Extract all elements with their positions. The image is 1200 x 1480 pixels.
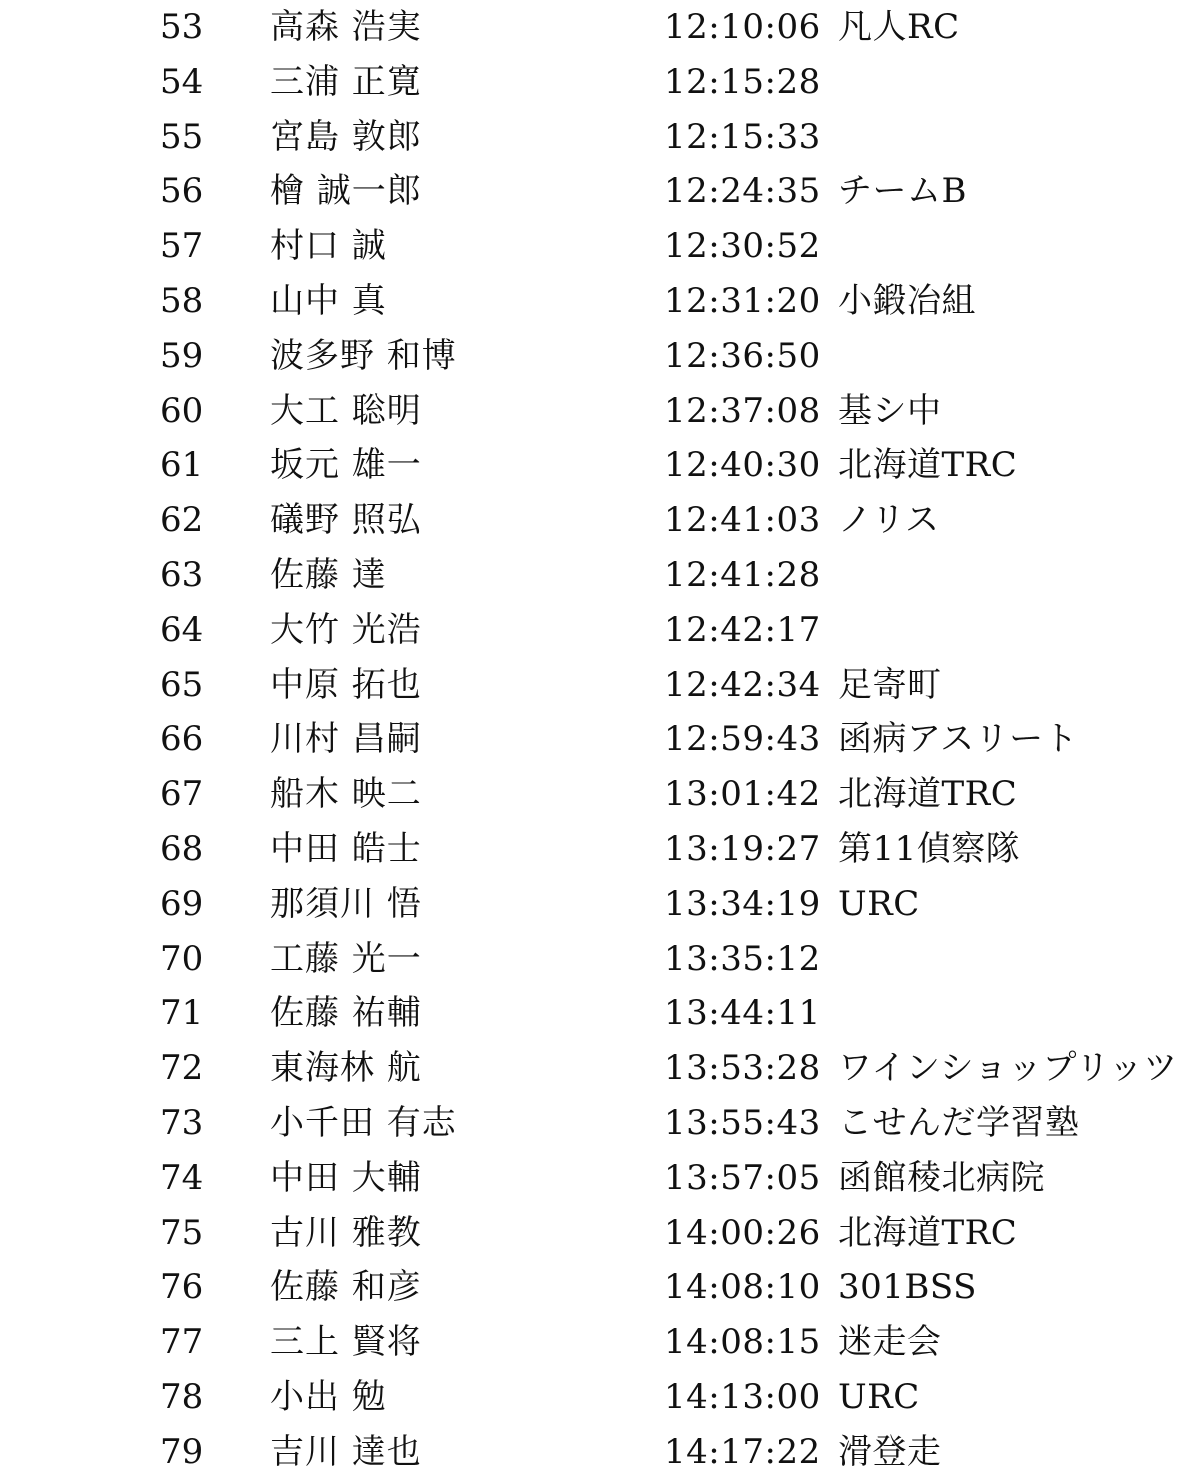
finish-time-cell: 14:08:10	[664, 1267, 821, 1308]
runner-name-cell: 三上 賢将	[270, 1322, 422, 1363]
runner-name-cell: 工藤 光一	[270, 938, 422, 979]
result-row	[0, 274, 1200, 329]
result-row	[0, 603, 1200, 658]
runner-name-cell: 檜 誠一郎	[270, 171, 422, 212]
result-row	[0, 164, 1200, 219]
rank-cell: 58	[160, 281, 204, 321]
finish-time-cell: 14:13:00	[664, 1377, 821, 1417]
runner-name-cell: 大竹 光浩	[270, 609, 422, 650]
result-row	[0, 822, 1200, 877]
rank-cell: 57	[160, 226, 204, 267]
result-row	[0, 712, 1200, 767]
finish-time-cell: 13:19:27	[664, 829, 821, 869]
rank-cell: 55	[160, 116, 204, 157]
finish-time-cell: 12:59:43	[664, 719, 821, 760]
team-cell	[838, 932, 1193, 987]
team-cell	[838, 55, 1193, 110]
rank-cell: 69	[160, 883, 204, 924]
runner-name-cell: 高森 浩実	[270, 7, 422, 47]
result-row	[0, 548, 1200, 603]
team-cell: 小鍛冶組	[838, 281, 976, 321]
rank-cell: 60	[160, 390, 204, 431]
finish-time-cell: 13:35:12	[664, 938, 821, 979]
team-cell: 第11偵察隊	[838, 829, 1021, 869]
rank-cell: 79	[160, 1431, 204, 1472]
team-cell: 滑登走	[838, 1431, 942, 1472]
result-row	[0, 1096, 1200, 1151]
result-row	[0, 658, 1200, 713]
rank-cell: 64	[160, 609, 204, 650]
finish-time-cell: 13:44:11	[664, 993, 821, 1034]
rank-cell: 62	[160, 500, 204, 541]
finish-time-cell: 12:41:28	[664, 555, 821, 595]
team-cell	[838, 986, 1193, 1041]
finish-time-cell: 12:30:52	[664, 226, 821, 267]
result-row	[0, 1425, 1200, 1480]
finish-time-cell: 13:34:19	[664, 883, 821, 924]
rank-cell: 75	[160, 1212, 204, 1253]
team-cell	[838, 548, 1193, 603]
finish-time-cell: 12:31:20	[664, 281, 821, 321]
rank-cell: 67	[160, 774, 204, 815]
result-row	[0, 767, 1200, 822]
runner-name-cell: 山中 真	[270, 281, 387, 321]
rank-cell: 63	[160, 555, 204, 595]
rank-cell: 78	[160, 1377, 204, 1417]
runner-name-cell: 中田 皓士	[270, 829, 422, 869]
runner-name-cell: 三浦 正寛	[270, 61, 422, 102]
team-cell: URC	[838, 1377, 920, 1417]
runner-name-cell: 村口 誠	[270, 226, 387, 267]
runner-name-cell: 坂元 雄一	[270, 445, 422, 486]
result-row	[0, 1206, 1200, 1261]
rank-cell: 74	[160, 1157, 204, 1198]
runner-name-cell: 中田 大輔	[270, 1157, 422, 1198]
rank-cell: 70	[160, 938, 204, 979]
rank-cell: 72	[160, 1048, 204, 1089]
team-cell	[838, 110, 1193, 165]
runner-name-cell: 佐藤 達	[270, 555, 387, 595]
finish-time-cell: 13:53:28	[664, 1048, 821, 1089]
runner-name-cell: 小千田 有志	[270, 1103, 457, 1143]
runner-name-cell: 川村 昌嗣	[270, 719, 422, 760]
runner-name-cell: 佐藤 和彦	[270, 1267, 422, 1308]
rank-cell: 65	[160, 664, 204, 705]
finish-time-cell: 12:10:06	[664, 7, 821, 47]
finish-time-cell: 12:37:08	[664, 390, 821, 431]
runner-name-cell: 礒野 照弘	[270, 500, 422, 541]
rank-cell: 54	[160, 61, 204, 102]
result-row	[0, 493, 1200, 548]
runner-name-cell: 那須川 悟	[270, 883, 422, 924]
finish-time-cell: 12:24:35	[664, 171, 821, 212]
team-cell: 301BSS	[838, 1267, 977, 1308]
result-row	[0, 219, 1200, 274]
rank-cell: 76	[160, 1267, 204, 1308]
team-cell: 函病アスリート	[838, 719, 1079, 760]
result-row	[0, 329, 1200, 384]
finish-time-cell: 12:15:28	[664, 61, 821, 102]
result-row	[0, 877, 1200, 932]
result-row	[0, 1151, 1200, 1206]
team-cell: 北海道TRC	[838, 445, 1018, 486]
rank-cell: 68	[160, 829, 204, 869]
rank-cell: 77	[160, 1322, 204, 1363]
finish-time-cell: 14:08:15	[664, 1322, 821, 1363]
runner-name-cell: 中原 拓也	[270, 664, 422, 705]
finish-time-cell: 12:41:03	[664, 500, 821, 541]
finish-time-cell: 13:57:05	[664, 1157, 821, 1198]
rank-cell: 61	[160, 445, 204, 486]
finish-time-cell: 14:17:22	[664, 1431, 821, 1472]
result-row	[0, 55, 1200, 110]
rank-cell: 71	[160, 993, 204, 1034]
runner-name-cell: 大工 聡明	[270, 390, 422, 431]
team-cell: 函館稜北病院	[838, 1157, 1045, 1198]
result-row	[0, 1370, 1200, 1425]
result-row	[0, 384, 1200, 439]
runner-name-cell: 宮島 敦郎	[270, 116, 422, 157]
team-cell: 凡人RC	[838, 7, 960, 47]
runner-name-cell: 吉川 達也	[270, 1431, 422, 1472]
finish-time-cell: 13:55:43	[664, 1103, 821, 1143]
finish-time-cell: 13:01:42	[664, 774, 821, 815]
team-cell: ノリス	[838, 500, 940, 541]
team-cell: 北海道TRC	[838, 774, 1018, 815]
finish-time-cell: 12:36:50	[664, 335, 821, 376]
team-cell: ワインショップリッツ	[838, 1048, 1178, 1089]
rank-cell: 59	[160, 335, 204, 376]
finish-time-cell: 12:42:17	[664, 609, 821, 650]
rank-cell: 53	[160, 7, 204, 47]
runner-name-cell: 東海林 航	[270, 1048, 422, 1089]
finish-time-cell: 12:40:30	[664, 445, 821, 486]
team-cell: チームB	[838, 171, 967, 212]
team-cell: 足寄町	[838, 664, 942, 705]
result-row	[0, 438, 1200, 493]
result-row	[0, 986, 1200, 1041]
finish-time-cell: 12:42:34	[664, 664, 821, 705]
runner-name-cell: 佐藤 祐輔	[270, 993, 422, 1034]
rank-cell: 56	[160, 171, 204, 212]
team-cell	[838, 603, 1193, 658]
runner-name-cell: 小出 勉	[270, 1377, 387, 1417]
finish-time-cell: 14:00:26	[664, 1212, 821, 1253]
finish-time-cell: 12:15:33	[664, 116, 821, 157]
runner-name-cell: 船木 映二	[270, 774, 422, 815]
runner-name-cell: 古川 雅教	[270, 1212, 422, 1253]
rank-cell: 66	[160, 719, 204, 760]
team-cell: 基シ中	[838, 390, 942, 431]
result-row	[0, 1315, 1200, 1370]
result-row	[0, 1041, 1200, 1096]
rank-cell: 73	[160, 1103, 204, 1143]
runner-name-cell: 波多野 和博	[270, 335, 457, 376]
team-cell	[838, 219, 1193, 274]
result-row	[0, 1260, 1200, 1315]
team-cell: 北海道TRC	[838, 1212, 1018, 1253]
team-cell	[838, 329, 1193, 384]
team-cell: こせんだ学習塾	[838, 1103, 1080, 1143]
result-row	[0, 0, 1200, 55]
team-cell: 迷走会	[838, 1322, 942, 1363]
result-row	[0, 110, 1200, 165]
team-cell: URC	[838, 883, 920, 924]
result-row	[0, 932, 1200, 987]
